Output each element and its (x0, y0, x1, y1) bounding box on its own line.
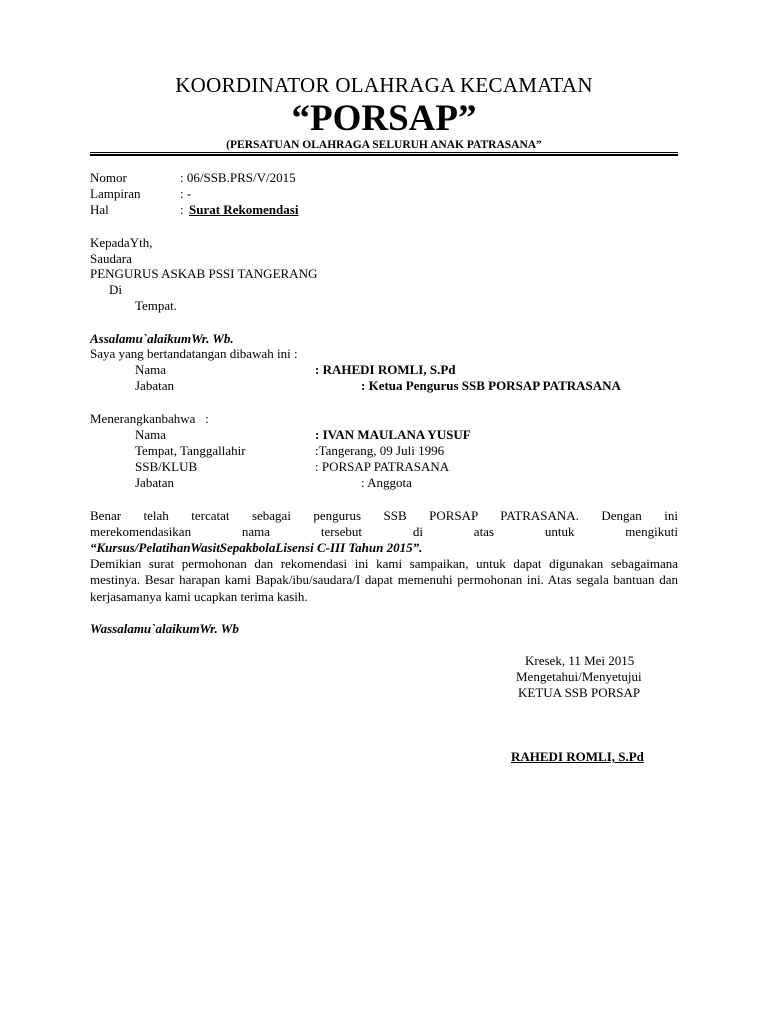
lampiran-value: : - (180, 186, 192, 201)
member-nama-value: : IVAN MAULANA YUSUF (315, 427, 471, 442)
signature-place-date: Kresek, 11 Mei 2015 (525, 653, 635, 668)
letterhead-rule-thick (90, 154, 678, 156)
recipient-di: Di (109, 282, 122, 297)
member-ttl-value: :Tangerang, 09 Juli 1996 (315, 443, 445, 458)
recipient-organization: PENGURUS ASKAB PSSI TANGERANG (90, 266, 318, 281)
closing-greeting: Wassalamu`alaikumWr. Wb (90, 621, 239, 636)
hal-label: Hal (90, 202, 109, 217)
intro-text: Saya yang bertandatangan dibawah ini : (90, 346, 298, 361)
member-ttl-label: Tempat, Tanggallahir (135, 443, 246, 458)
nomor-label: Nomor (90, 170, 127, 185)
signature-name: RAHEDI ROMLI, S.Pd (511, 749, 644, 764)
signer-jabatan-label: Jabatan (135, 378, 174, 393)
recipient-saudara: Saudara (90, 251, 132, 266)
letterhead-acronym: “PORSAP” (291, 98, 477, 139)
opening-greeting: Assalamu`alaikumWr. Wb. (90, 331, 234, 346)
paragraph-2: Demikian surat permohonan dan rekomendasi ini kami sampaikan, untuk dapat digunakan sebagaimana mestinya. Besar harapan kami Bapak/ibu/saudara/I dapat memenuhi permohonan ini. Atas segala bantuan dan kerjasamanya kami ucapkan terima kasih. (90, 556, 678, 604)
hal-colon: : (180, 202, 184, 217)
recipient-greeting: KepadaYth, (90, 235, 153, 250)
recipient-tempat: Tempat. (135, 298, 178, 313)
letterhead-title: KOORDINATOR OLAHRAGA KECAMATAN (175, 73, 593, 97)
member-klub-label: SSB/KLUB (135, 459, 198, 474)
signer-nama-value: : RAHEDI ROMLI, S.Pd (315, 362, 456, 377)
menerangkan-label: Menerangkanbahwa : (90, 411, 209, 426)
member-jabatan-label: Jabatan (135, 475, 174, 490)
lampiran-label: Lampiran (90, 186, 141, 201)
paragraph-1-line-1: Benar telah tercatat sebagai pengurus SSB PORSAP PATRASANA. Dengan ini (90, 508, 678, 523)
signature-role: KETUA SSB PORSAP (518, 685, 641, 700)
hal-value: Surat Rekomendasi (189, 202, 299, 217)
member-jabatan-value: : Anggota (361, 475, 412, 490)
member-nama-label: Nama (135, 427, 167, 442)
signer-nama-label: Nama (135, 362, 167, 377)
nomor-value: : 06/SSB.PRS/V/2015 (180, 170, 296, 185)
paragraph-1-course: “Kursus/PelatihanWasitSepakbolaLisensi C-III Tahun 2015”. (90, 540, 423, 555)
letterhead-subtitle: (PERSATUAN OLAHRAGA SELURUH ANAK PATRASANA” (226, 139, 542, 151)
signature-approval: Mengetahui/Menyetujui (516, 669, 642, 684)
paragraph-1-line-2: merekomendasikan nama tersebut di atas untuk mengikuti (90, 524, 678, 539)
member-klub-value: : PORSAP PATRASANA (315, 459, 450, 474)
letterhead-rule-thin (90, 152, 678, 153)
signer-jabatan-value: : Ketua Pengurus SSB PORSAP PATRASANA (361, 378, 621, 393)
